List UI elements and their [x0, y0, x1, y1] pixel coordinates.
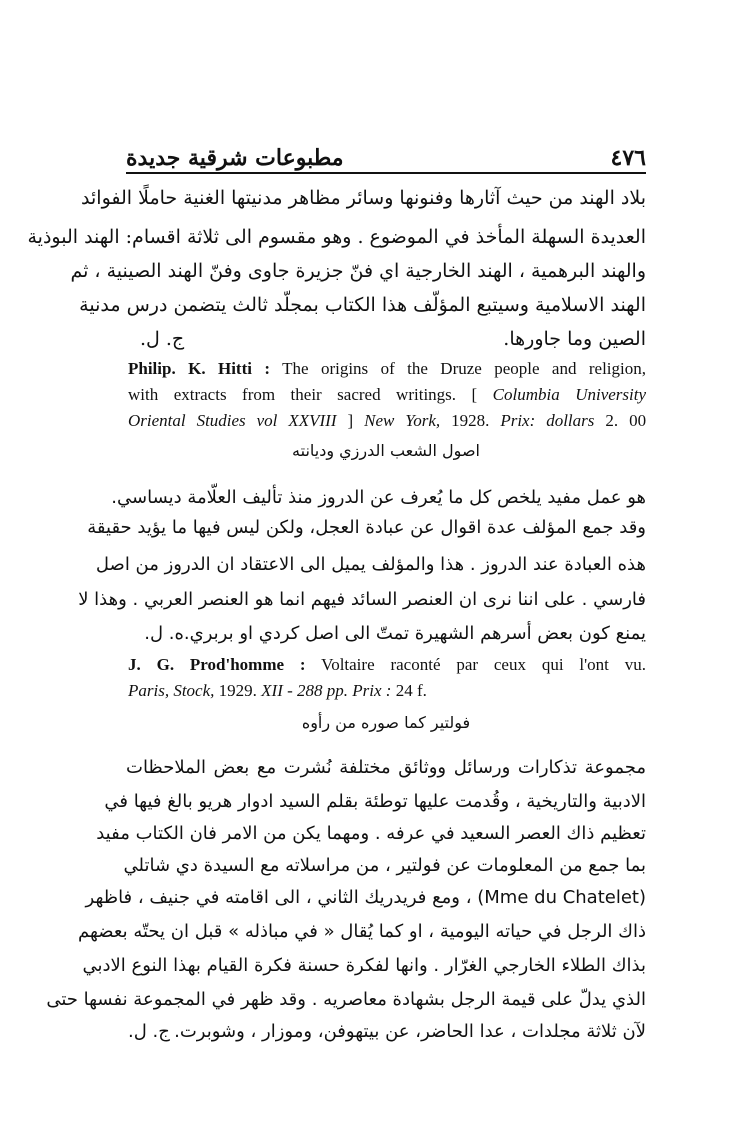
signature: ج. ل.	[140, 328, 185, 350]
paragraph-line: هذه العبادة عند الدروز . هذا والمؤلف يميل الى الاعتقاد ان الدروز من اصل	[95, 554, 646, 575]
signature: ج. ل.	[128, 1021, 170, 1042]
running-title: مطبوعات شرقية جديدة	[126, 145, 344, 171]
paragraph-line: فارسي . على اننا نرى ان العنصر السائد فيهم انما هو العنصر العربي . وهذا لا	[78, 589, 646, 610]
bibliographic-entry-line	[128, 652, 646, 678]
arabic-subtitle: اصول الشعب الدرزي وديانته	[292, 441, 480, 460]
page-header	[126, 143, 646, 173]
paragraph-line: وقد جمع المؤلف عدة اقوال عن عبادة العجل، ولكن ليس فيها ما يؤيد حقيقة	[87, 517, 646, 538]
entry-place: New York,	[364, 411, 441, 430]
bibliographic-entry-line	[128, 408, 646, 434]
paragraph-line: والهند البرهمية ، الهند الخارجية اي فنّ جزيرة جاوى وفنّ الهند الصينية ، ثم	[70, 260, 646, 282]
entry-pages: XII - 288 pp.	[261, 681, 349, 700]
paragraph-line: الهند الاسلامية وسيتبع المؤلّف هذا الكتاب بمجلّد ثالث يتضمن درس مدنية	[79, 294, 646, 316]
paragraph-line: تعظيم ذاك العصر السعيد في عرفه . ومهما يكن من الامر فان الكتاب مفيد	[96, 823, 646, 844]
paragraph-last-line	[126, 324, 646, 355]
paragraph-last-line	[126, 1016, 646, 1047]
bibliographic-entry-line	[128, 356, 646, 382]
paragraph-line: ذاك الرجل في حياته اليومية ، او كما يُقال « في مباذله » قبل ان يحتّه بعضهم	[78, 921, 646, 942]
paragraph-line-text: لآن ثلاثة مجلدات ، عدا الحاضر، عن بيتهوفن، وموزار ، وشوبرت.	[174, 1021, 646, 1042]
entry-place: Paris, Stock,	[128, 681, 215, 700]
entry-price-label: Prix: dollars	[500, 411, 595, 430]
entry-title: The origins of the Druze people and religion,	[282, 359, 646, 378]
entry-year: 1928.	[451, 411, 490, 430]
bibliographic-entry-line	[128, 678, 646, 704]
paragraph-last-line	[126, 618, 646, 649]
paragraph-line-text: يمنع كون بعض أسرهم الشهيرة تمتّ الى اصل كردي او بربري.	[183, 623, 646, 644]
paragraph-line: مجموعة تذكارات ورسائل ووثائق مختلفة نُشرت مع بعض الملاحظات	[126, 757, 646, 778]
paragraph-line: الذي يدلّ على قيمة الرجل بشهادة معاصريه . وقد ظهر في المجموعة نفسها حتى	[46, 989, 646, 1010]
paragraph-line: بلاد الهند من حيث آثارها وفنونها وسائر مظاهر مدنيتها الغنية حاملًا الفوائد	[81, 187, 646, 209]
entry-price-label: Prix :	[352, 681, 392, 700]
paragraph-line: بذاك الطلاء الخارجي الغرّار . وانها لفكرة حسنة فكرة القيام بهذا النوع الادبي	[82, 955, 646, 976]
bracket: ]	[347, 411, 354, 430]
header-rule	[126, 172, 646, 174]
entry-author: J. G. Prod'homme :	[128, 655, 306, 674]
entry-series-continued: Oriental Studies vol XXVIII	[128, 411, 337, 430]
entry-title-continued: with extracts from their sacred writings. [	[128, 385, 478, 404]
entry-series: Columbia University	[492, 385, 647, 404]
paragraph-line: العديدة السهلة المأخذ في الموضوع . وهو مقسوم الى ثلاثة اقسام: الهند البوذية	[27, 226, 646, 248]
signature: ه. ل.	[144, 623, 184, 644]
page-number: ٤٧٦	[610, 145, 646, 171]
entry-price: 24 f.	[395, 681, 427, 700]
arabic-subtitle: فولتير كما صوره من رأوه	[301, 713, 471, 732]
entry-year: 1929.	[218, 681, 257, 700]
entry-price: 2. 00	[605, 411, 647, 430]
entry-title: Voltaire raconté par ceux qui l'ont vu.	[321, 655, 646, 674]
paragraph-line: بما جمع من المعلومات عن فولتير ، من مراسلاته مع السيدة دي شاتلي	[123, 855, 646, 876]
paragraph-line-text: الصين وما جاورها.	[503, 328, 646, 350]
bibliographic-entry-line	[128, 382, 646, 408]
paragraph-line: (Mme du Chatelet) ، ومع فريدريك الثاني ، الى اقامته في جنيف ، فاظهر	[85, 887, 646, 908]
entry-author: Philip. K. Hitti :	[128, 359, 271, 378]
paragraph-line: الادبية والتاريخية ، وقُدمت عليها توطئة بقلم السيد ادوار هريو بالغ فيها في	[104, 791, 646, 812]
paragraph-line: هو عمل مفيد يلخص كل ما يُعرف عن الدروز منذ تأليف العلّامة ديساسي.	[111, 487, 646, 508]
